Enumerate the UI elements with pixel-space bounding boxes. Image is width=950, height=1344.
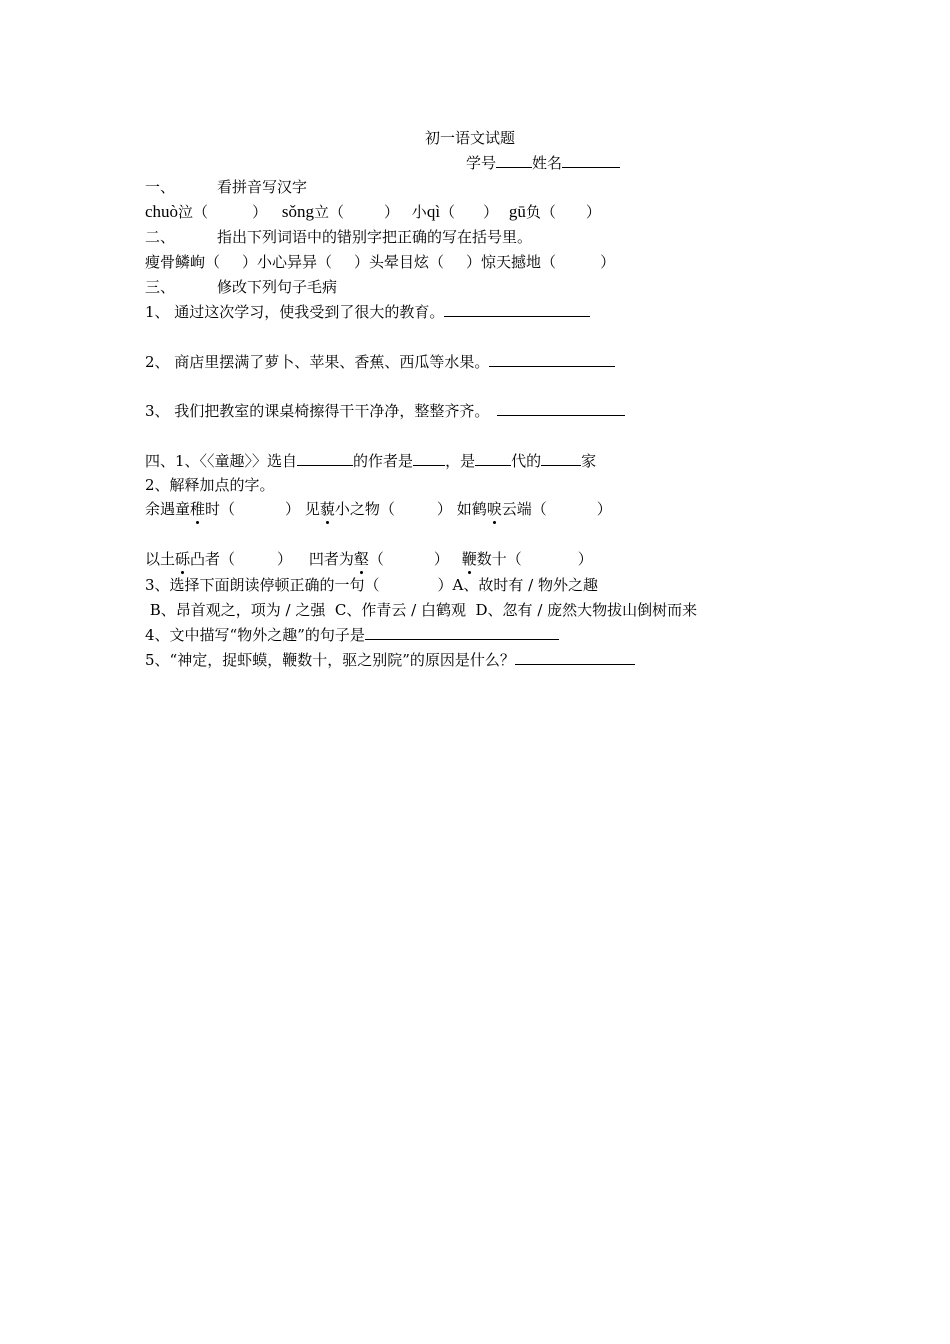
section-number: 二、: [145, 228, 176, 246]
phrase-text: （: [368, 550, 384, 568]
section-number: 三、: [145, 278, 176, 296]
question-text: 代的: [511, 452, 542, 470]
phrase-text: 数十（: [476, 550, 522, 568]
dotted-char: 鞭: [461, 550, 477, 568]
close-paren: ）: [577, 550, 593, 568]
question-4-3-options: B、昂首观之，项为 / 之强 C、作青云 / 白鹤观 D、忽有 / 庞然大物拔山倒树而来: [145, 601, 698, 619]
question-text: 4、文中描写“物外之趣”的句子是: [145, 626, 365, 644]
question-text: 3、 我们把教室的课桌椅擦得干干净净，整整齐齐。: [145, 402, 490, 420]
pinyin-text: qì: [426, 202, 441, 221]
phrase-text: 云端（: [501, 500, 547, 518]
close-paren: ）: [433, 550, 449, 568]
close-paren: ）: [436, 500, 452, 518]
close-paren: ）: [483, 203, 499, 221]
phrase-text: 以土: [145, 550, 176, 568]
name-blank[interactable]: [562, 153, 620, 168]
section-1-items: [145, 202, 601, 222]
phrase-text: 小之物（: [334, 500, 395, 518]
student-no-blank[interactable]: [496, 153, 532, 168]
option-a: ）A、故时有 / 物外之趣: [437, 576, 598, 594]
phrase-text: 凹者为: [308, 550, 354, 568]
question-4-4: [145, 625, 559, 645]
item-text: （: [440, 203, 456, 221]
dotted-char: 壑: [353, 550, 369, 568]
dotted-phrases-row-2: [145, 549, 593, 569]
pinyin-text: chuò: [145, 202, 179, 221]
close-paren: ）: [285, 500, 301, 518]
section-2-items: [145, 252, 615, 272]
answer-line[interactable]: [475, 451, 511, 466]
question-4-2: 2、解释加点的字。: [145, 476, 275, 494]
question-text: ，是: [445, 452, 476, 470]
close-paren: ）: [277, 550, 293, 568]
item-text: 泣（: [178, 203, 209, 221]
word-item: ）小心异异（: [242, 253, 333, 271]
question-text: 2、 商店里摆满了萝卜、苹果、香蕉、西瓜等水果。: [145, 353, 490, 371]
question-4-5: [145, 650, 635, 670]
phrase-text: 见: [304, 500, 320, 518]
dotted-char: 藐: [319, 500, 335, 518]
answer-line[interactable]: [365, 625, 559, 640]
pinyin-text: gū: [508, 202, 526, 221]
close-paren: ）: [252, 203, 268, 221]
answer-line[interactable]: [497, 401, 625, 416]
answer-line[interactable]: [515, 650, 635, 665]
section-title: 修改下列句子毛病: [217, 278, 338, 296]
section-1-heading: [145, 177, 307, 197]
word-item: ）惊天撼地（: [466, 253, 557, 271]
phrase-text: 时（: [205, 500, 236, 518]
student-no-label: 学号: [466, 154, 497, 172]
question-text: 四、1、〈〈童趣〉〉选自: [145, 452, 298, 470]
item-text: 小: [411, 203, 427, 221]
question-3-1: [145, 302, 590, 322]
close-paren: ）: [596, 500, 612, 518]
word-item: 瘦骨鳞峋（: [145, 253, 221, 271]
word-item: ）头晕目炫（: [354, 253, 445, 271]
close-paren: ）: [585, 203, 601, 221]
question-text: 家: [581, 452, 597, 470]
question-text: 3、选择下面朗读停顿正确的一句（: [145, 576, 380, 594]
dotted-char: 稚: [190, 500, 206, 518]
word-item: ）: [600, 253, 616, 271]
pinyin-text: sǒng: [281, 202, 314, 221]
section-number: 一、: [145, 178, 176, 196]
answer-line[interactable]: [444, 302, 590, 317]
question-4-1: [145, 451, 596, 471]
name-label: 姓名: [532, 154, 563, 172]
dotted-char: 砾: [175, 550, 191, 568]
phrase-text: 如鹤: [456, 500, 487, 518]
answer-line[interactable]: [489, 352, 615, 367]
section-2-heading: [145, 227, 532, 247]
item-text: 立（: [313, 203, 344, 221]
phrase-text: 凸者（: [190, 550, 236, 568]
page-title: 初一语文试题: [425, 129, 516, 147]
question-text: 1、 通过这次学习，使我受到了很大的教育。: [145, 303, 445, 321]
section-title: 看拼音写汉字: [217, 178, 308, 196]
question-3-3: [145, 401, 625, 421]
question-3-2: [145, 352, 615, 372]
close-paren: ）: [384, 203, 400, 221]
section-title: 指出下列词语中的错别字把正确的写在括号里。: [217, 228, 533, 246]
dotted-phrases-row-1: [145, 499, 612, 519]
question-text: 5、“神定，捉虾蟆，鞭数十，驱之别院”的原因是什么？: [145, 651, 515, 669]
answer-line[interactable]: [297, 451, 353, 466]
answer-line[interactable]: [413, 451, 445, 466]
item-text: 负（: [525, 203, 556, 221]
dotted-char: 唳: [486, 500, 502, 518]
question-text: 的作者是: [353, 452, 414, 470]
phrase-text: 余遇童: [145, 500, 191, 518]
section-3-heading: [145, 277, 337, 297]
student-info-line: [466, 153, 620, 173]
question-4-3: [145, 575, 598, 595]
answer-line[interactable]: [541, 451, 581, 466]
